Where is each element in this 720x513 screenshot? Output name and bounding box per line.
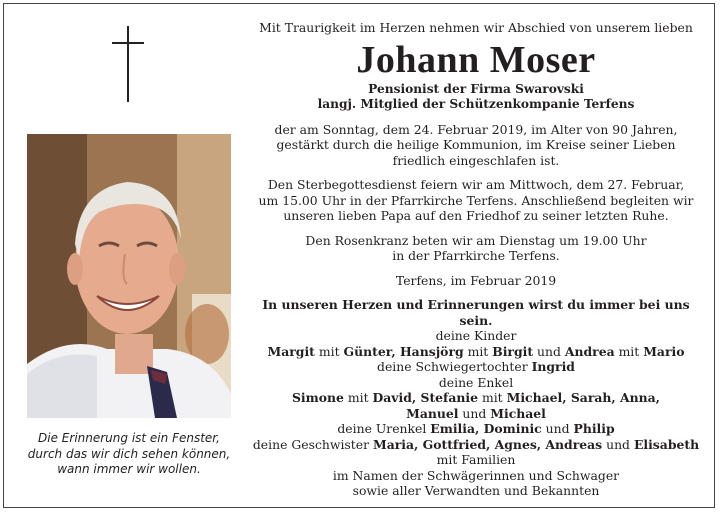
intro-line: Mit Traurigkeit im Herzen nehmen wir Abschied von unserem lieben	[259, 20, 693, 35]
death-notice-line: gestärkt durch die heilige Kommunion, im Kreise seiner Lieben	[276, 137, 676, 152]
enkel-line: Manuel und Michael	[406, 405, 546, 421]
enkel-line: Simone mit David, Stefanie mit Michael, Sarah, Anna,	[291, 390, 660, 405]
funeral-line: um 15.00 Uhr in der Pfarrkirche Terfens. Anschließend begleiten wir	[258, 192, 694, 208]
place-date: Terfens, im Februar 2019	[395, 272, 557, 288]
cross-icon	[127, 26, 129, 102]
funeral-line: unseren lieben Papa auf den Friedhof zu seiner letzten Ruhe.	[283, 208, 669, 223]
kinder-line: Margit mit Günter, Hansjörg mit Birgit und Andrea mit Mario	[267, 343, 685, 359]
death-notice-line: friedlich eingeschlafen ist.	[392, 152, 560, 168]
quote-line: Die Erinnerung ist ein Fenster,	[38, 431, 220, 445]
geschwister-line: deine Geschwister Maria, Gottfried, Agnes, Andreas und Elisabeth	[252, 436, 700, 452]
kinder-label: deine Kinder	[435, 328, 517, 343]
urenkel-line: deine Urenkel Emilia, Dominic und Philip	[337, 421, 615, 436]
rosary-line: in der Pfarrkirche Terfens.	[392, 248, 560, 263]
schwiegertochter-line: deine Schwiegertochter Ingrid	[377, 359, 575, 374]
subtitle-membership: langj. Mitglied der Schützenkompanie Terfens	[317, 97, 635, 111]
rosary-line: Den Rosenkranz beten wir am Dienstag um 19.00 Uhr	[305, 232, 647, 248]
familien-line: mit Familien	[436, 452, 516, 467]
deceased-name: Johann Moser	[356, 38, 596, 81]
enkel-label: deine Enkel	[438, 374, 514, 390]
subtitle-occupation: Pensionist der Firma Swarovski	[368, 81, 584, 96]
quote-line: wann immer wir wollen.	[57, 462, 201, 476]
portrait-photo	[27, 134, 231, 418]
memorial-quote	[18, 431, 240, 478]
notice-text	[252, 20, 700, 499]
memorial-line: In unseren Herzen und Erinnerungen wirst du immer bei uns sein.	[262, 297, 690, 328]
schwaeger-line: im Namen der Schwägerinnen und Schwager	[332, 467, 620, 483]
verwandte-line: sowie aller Verwandten und Bekannten	[352, 483, 600, 498]
death-notice-line: der am Sonntag, dem 24. Februar 2019, im Alter von 90 Jahren,	[274, 121, 678, 137]
quote-line: durch das wir dich sehen können,	[27, 446, 231, 461]
funeral-line: Den Sterbegottesdienst feiern wir am Mittwoch, dem 27. Februar,	[267, 177, 685, 192]
